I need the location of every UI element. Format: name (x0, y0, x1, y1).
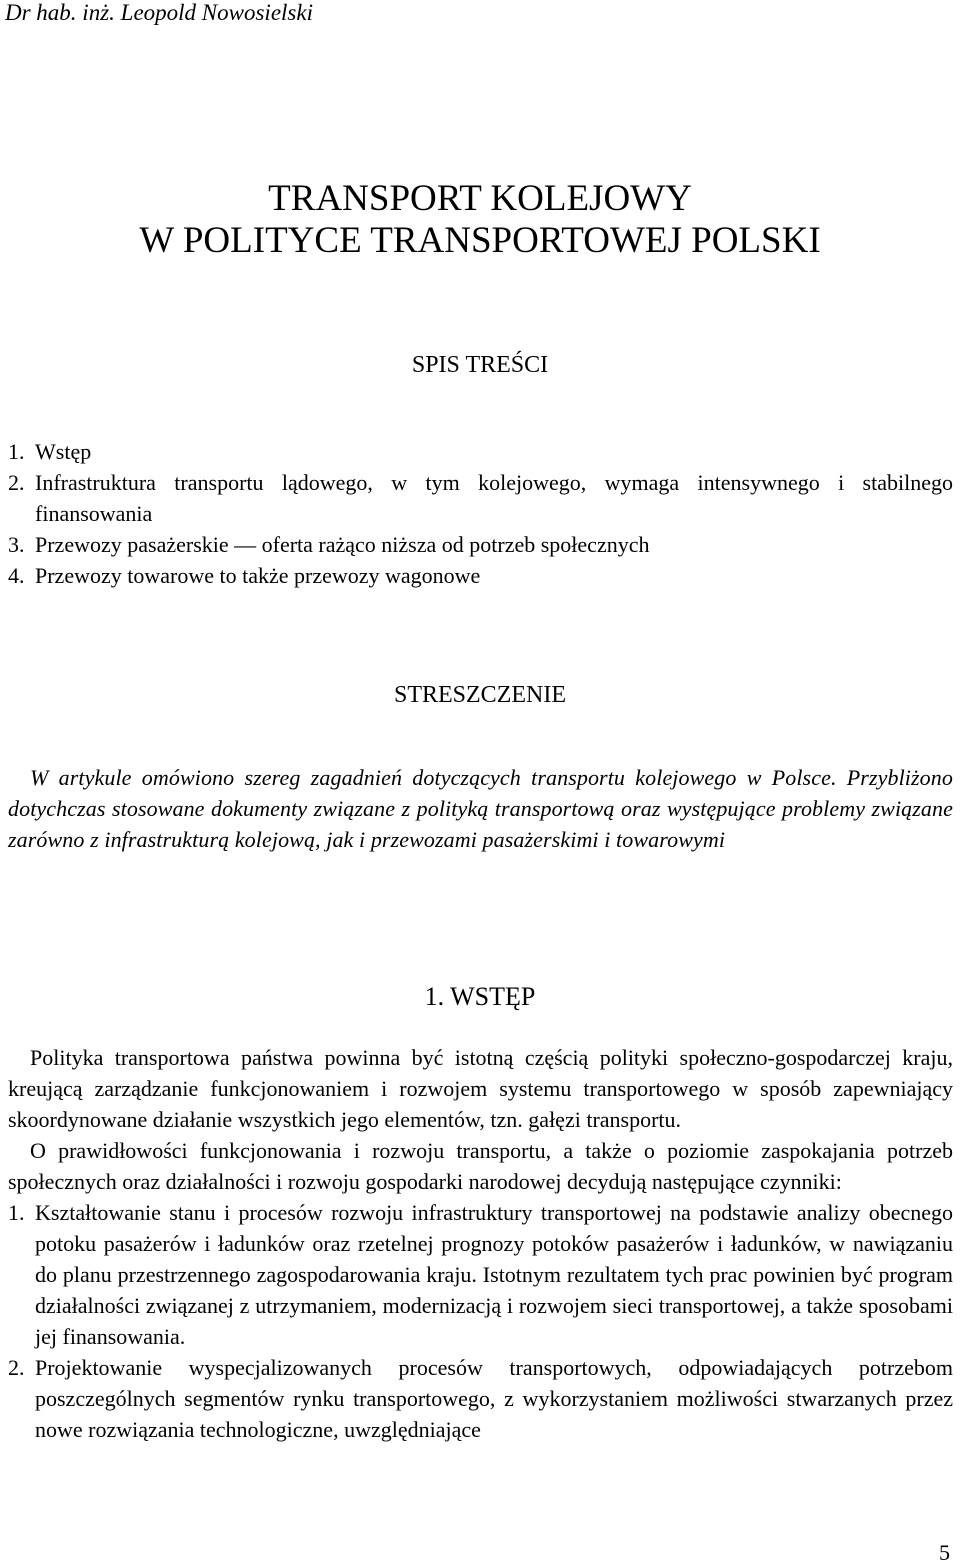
list-item (8, 1197, 953, 1352)
title-line-2: W POLITYCE TRANSPORTOWEJ POLSKI (139, 220, 821, 261)
title-line-1: TRANSPORT KOLEJOWY (268, 178, 692, 219)
paragraph: O prawidłowości funkcjonowania i rozwoju transportu, a także o poziomie zaspokajania potrzeb społecznych oraz działalności i rozwoju gospodarki narodowej decydują następujące czynniki: (8, 1138, 953, 1194)
section-body (8, 1042, 953, 1445)
toc-item (8, 467, 953, 529)
toc-item-text: Przewozy towarowe to także przewozy wagonowe (35, 563, 481, 588)
list-item-text: Kształtowanie stanu i procesów rozwoju infrastruktury transportowej na podstawie analizy obecnego potoku pasażerów i ładunków oraz rzetelnej prognozy potoków pasażerów i ładunków, w nawiązaniu do planu przestrzennego zagospodarowania kraju. Istotnym rezultatem tych prac powinien być program działalności związanej z utrzymaniem, modernizacją i rozwojem sieci transportowej, a także sposobami jej finansowania. (35, 1200, 953, 1349)
toc-item-text: Wstęp (35, 439, 92, 464)
toc-item-number: 4. (8, 563, 25, 588)
table-of-contents (8, 436, 953, 591)
toc-item (8, 560, 953, 591)
toc-item (8, 529, 953, 560)
list-item-number: 1. (8, 1200, 25, 1225)
toc-item-text: Przewozy pasażerskie — oferta rażąco niższa od potrzeb społecznych (35, 532, 650, 557)
summary-text: W artykule omówiono szereg zagadnień dotyczących transportu kolejowego w Polsce. Przybliżono dotychczas stosowane dokumenty związane z polityką transportową oraz występujące problemy związane zarówno z infrastrukturą kolejową, jak i przewozami pasażerskimi i towarowymi (8, 765, 953, 852)
section-heading: 1. WSTĘP (424, 982, 536, 1011)
paragraph: Polityka transportowa państwa powinna być istotną częścią polityki społeczno-gospodarczej kraju, kreującą zarządzanie funkcjonowaniem i rozwojem systemu transportowego w sposób zapewniający skoordynowane działanie wszystkich jego elementów, tzn. gałęzi transportu. (8, 1045, 953, 1132)
summary-block (8, 762, 953, 855)
summary-heading: STRESZCZENIE (394, 682, 566, 708)
list-item-number: 2. (8, 1355, 25, 1380)
page-number: 5 (939, 1540, 950, 1565)
toc-item (8, 436, 953, 467)
toc-item-number: 3. (8, 532, 25, 557)
list-item-text: Projektowanie wyspecjalizowanych procesów transportowych, odpowiadających potrzebom poszczególnych segmentów rynku transportowego, z wykorzystaniem możliwości stwarzanych przez nowe rozwiązania technologiczne, uwzględniające (35, 1355, 953, 1442)
list-item (8, 1352, 953, 1445)
toc-heading: SPIS TREŚCI (411, 352, 549, 378)
toc-item-number: 1. (8, 439, 25, 464)
toc-item-text: Infrastruktura transportu lądowego, w tym kolejowego, wymaga intensywnego i stabilnego finansowania (35, 470, 953, 526)
author-name: Dr hab. inż. Leopold Nowosielski (5, 0, 313, 25)
toc-item-number: 2. (8, 470, 25, 495)
